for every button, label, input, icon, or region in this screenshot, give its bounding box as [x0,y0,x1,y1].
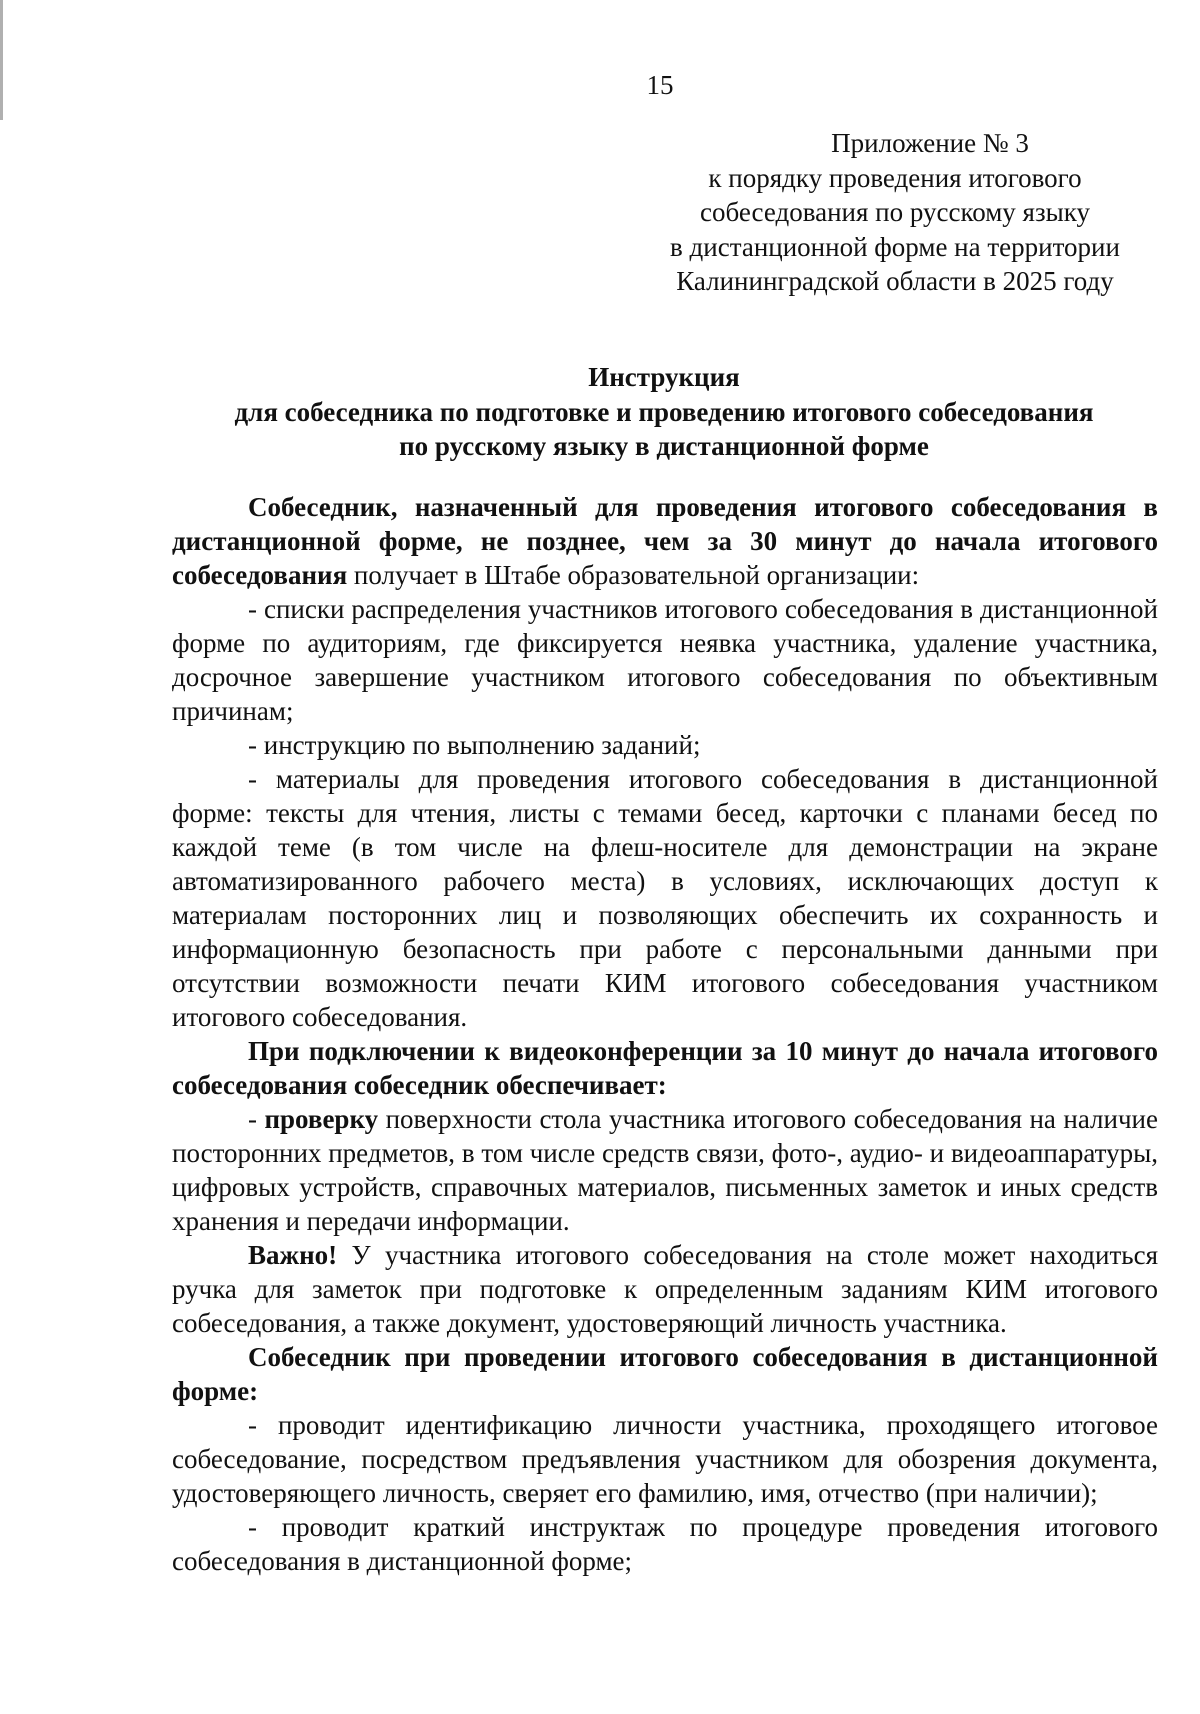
title-line: Инструкция [588,362,740,392]
paragraph-important [172,1238,1158,1340]
paragraph-text: получает в Штабе образовательной организации: [347,560,920,590]
scan-edge [0,0,3,120]
paragraph-text: - [248,1104,265,1134]
paragraph-heading [172,1340,1158,1408]
paragraph-list-item: - списки распределения участников итогового собеседования в дистанционной форме по аудиториям, где фиксируется неявка участника, удаление участника, досрочное завершение участником итогового собеседования по объективным причинам; [172,594,1158,726]
appendix-line: собеседования по русскому языку [700,197,1090,227]
paragraph-intro [172,490,1158,592]
bold-text: проверку [264,1104,379,1134]
bold-text: При подключении к видеоконференции за 10 минут до начала итогового собеседования собеседник обеспечивает: [172,1036,1158,1100]
paragraph-list-item: - проводит идентификацию личности участника, проходящего итоговое собеседование, посредством предъявления участником для обозрения документа, удостоверяющего личность, сверяет его фамилию, имя, отчество (при наличии); [172,1410,1158,1508]
title-line: для собеседника по подготовке и проведению итогового собеседования [234,396,1094,427]
paragraph-text: У участника итогового собеседования на столе может находиться ручка для заметок при подготовке к определенным заданиям КИМ итогового собеседования, а также документ, удостоверяющий личность участника. [172,1240,1158,1338]
appendix-line: Калининградской области в 2025 году [676,266,1114,296]
paragraph-list-item: - проводит краткий инструктаж по процедуре проведения итогового собеседования в дистанционной форме; [172,1512,1158,1576]
paragraph-list-item: - материалы для проведения итогового собеседования в дистанционной форме: тексты для чтения, листы с темами бесед, карточки с планами бесед по каждой теме (в том числе на флеш-носителе для демонстрации на экране автоматизированного рабочего места) в условиях, исключающих доступ к материалам посторонних лиц и позволяющих обеспечить их сохранность и информационную безопасность при работе с персональными данными при отсутствии возможности печати КИМ итогового собеседования участником итогового собеседования. [172,764,1158,1032]
paragraph-list-item [172,1102,1158,1238]
appendix-header [660,126,1130,299]
page-number: 15 [646,70,674,100]
bold-text: Важно! [248,1240,338,1270]
paragraph-heading [172,1034,1158,1102]
bold-text: Собеседник, назначенный для проведения итогового собеседования в дистанционной форме, не позднее, чем за 30 минут до начала итогового собеседования [172,492,1158,590]
bold-text: Собеседник при проведении итогового собеседования в дистанционной форме: [172,1342,1158,1406]
document-title [172,360,1156,464]
appendix-line: в дистанционной форме на территории [670,231,1120,262]
paragraph-list-item: - инструкцию по выполнению заданий; [248,730,701,760]
appendix-line: Приложение № 3 [831,128,1029,158]
document-body [172,490,1158,1578]
paragraph-text: поверхности стола участника итогового собеседования на наличие посторонних предметов, в том числе средств связи, фото-, аудио- и видеоаппаратуры, цифровых устройств, справочных материалов, письменных заметок и иных средств хранения и передачи информации. [172,1104,1158,1236]
title-line: по русскому языку в дистанционной форме [399,431,929,461]
appendix-line: к порядку проведения итогового [708,162,1082,193]
